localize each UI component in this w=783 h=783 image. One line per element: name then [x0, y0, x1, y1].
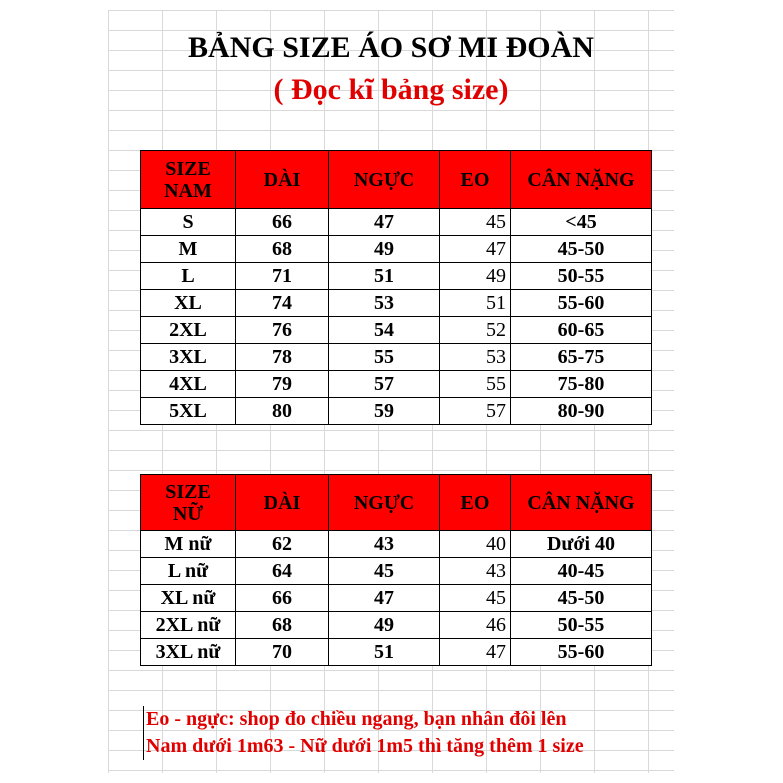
- note-line: Eo - ngực: shop đo chiều ngang, bạn nhân đôi lên: [146, 708, 567, 730]
- cell-weight: 45-50: [511, 585, 652, 612]
- cell-waist: 43: [440, 558, 511, 585]
- table-row: [141, 639, 652, 666]
- cell-weight: 50-55: [511, 612, 652, 639]
- table-row: [141, 531, 652, 558]
- cell-chest: 47: [329, 585, 440, 612]
- cell-size: S: [141, 209, 236, 236]
- cell-weight: 60-65: [511, 317, 652, 344]
- header-weight: CÂN NẶNG: [511, 475, 652, 531]
- cell-size: 5XL: [141, 398, 236, 425]
- cell-waist: 49: [440, 263, 511, 290]
- cell-size: L: [141, 263, 236, 290]
- cell-waist: 53: [440, 344, 511, 371]
- cell-weight: 45-50: [511, 236, 652, 263]
- header-chest: NGỰC: [329, 151, 440, 209]
- header-size: SIZE NỮ: [141, 475, 236, 531]
- cell-length: 68: [236, 612, 329, 639]
- table-row: [141, 558, 652, 585]
- table-header-row: [141, 475, 652, 531]
- header-length: DÀI: [236, 151, 329, 209]
- cell-length: 79: [236, 371, 329, 398]
- cell-chest: 59: [329, 398, 440, 425]
- cell-waist: 57: [440, 398, 511, 425]
- cell-chest: 51: [329, 639, 440, 666]
- table-row: [141, 263, 652, 290]
- cell-waist: 45: [440, 209, 511, 236]
- cell-chest: 57: [329, 371, 440, 398]
- cell-length: 66: [236, 585, 329, 612]
- cell-length: 74: [236, 290, 329, 317]
- cell-weight: 50-55: [511, 263, 652, 290]
- cell-chest: 51: [329, 263, 440, 290]
- note-line: Nam dưới 1m63 - Nữ dưới 1m5 thì tăng thêm 1 size: [146, 735, 584, 757]
- cell-chest: 49: [329, 236, 440, 263]
- cell-weight: 40-45: [511, 558, 652, 585]
- cell-waist: 55: [440, 371, 511, 398]
- cell-length: 62: [236, 531, 329, 558]
- table-row: [141, 290, 652, 317]
- cell-chest: 54: [329, 317, 440, 344]
- cell-size: 2XL nữ: [141, 612, 236, 639]
- page-subtitle: ( Đọc kĩ bảng size): [273, 73, 509, 106]
- cell-length: 80: [236, 398, 329, 425]
- cell-waist: 47: [440, 236, 511, 263]
- table-row: [141, 585, 652, 612]
- cell-weight: 55-60: [511, 290, 652, 317]
- cell-waist: 51: [440, 290, 511, 317]
- cell-length: 66: [236, 209, 329, 236]
- cell-size: M nữ: [141, 531, 236, 558]
- cell-weight: 75-80: [511, 371, 652, 398]
- size-table-male: [140, 150, 652, 425]
- cell-length: 68: [236, 236, 329, 263]
- size-table-female: [140, 474, 652, 666]
- header-waist: EO: [440, 151, 511, 209]
- table-row: [141, 344, 652, 371]
- cell-chest: 55: [329, 344, 440, 371]
- table-header-row: [141, 151, 652, 209]
- cell-length: 71: [236, 263, 329, 290]
- page-title: BẢNG SIZE ÁO SƠ MI ĐOÀN: [188, 31, 594, 64]
- table-row: [141, 209, 652, 236]
- cell-weight: <45: [511, 209, 652, 236]
- cell-weight: Dưới 40: [511, 531, 652, 558]
- cell-weight: 55-60: [511, 639, 652, 666]
- cell-waist: 47: [440, 639, 511, 666]
- cell-size: L nữ: [141, 558, 236, 585]
- table-row: [141, 612, 652, 639]
- cell-weight: 80-90: [511, 398, 652, 425]
- header-length: DÀI: [236, 475, 329, 531]
- header-chest: NGỰC: [329, 475, 440, 531]
- cell-waist: 46: [440, 612, 511, 639]
- header-waist: EO: [440, 475, 511, 531]
- cell-waist: 40: [440, 531, 511, 558]
- cell-length: 78: [236, 344, 329, 371]
- cell-size: 3XL nữ: [141, 639, 236, 666]
- cell-length: 70: [236, 639, 329, 666]
- cell-size: XL nữ: [141, 585, 236, 612]
- notes: [143, 706, 666, 760]
- cell-size: M: [141, 236, 236, 263]
- cell-chest: 49: [329, 612, 440, 639]
- cell-size: 2XL: [141, 317, 236, 344]
- cell-waist: 45: [440, 585, 511, 612]
- header-weight: CÂN NẶNG: [511, 151, 652, 209]
- cell-length: 64: [236, 558, 329, 585]
- cell-size: XL: [141, 290, 236, 317]
- cell-waist: 52: [440, 317, 511, 344]
- table-row: [141, 317, 652, 344]
- cell-size: 4XL: [141, 371, 236, 398]
- cell-length: 76: [236, 317, 329, 344]
- table-row: [141, 398, 652, 425]
- cell-chest: 53: [329, 290, 440, 317]
- cell-size: 3XL: [141, 344, 236, 371]
- cell-chest: 47: [329, 209, 440, 236]
- header-size: SIZE NAM: [141, 151, 236, 209]
- table-row: [141, 236, 652, 263]
- cell-chest: 43: [329, 531, 440, 558]
- cell-chest: 45: [329, 558, 440, 585]
- cell-weight: 65-75: [511, 344, 652, 371]
- table-row: [141, 371, 652, 398]
